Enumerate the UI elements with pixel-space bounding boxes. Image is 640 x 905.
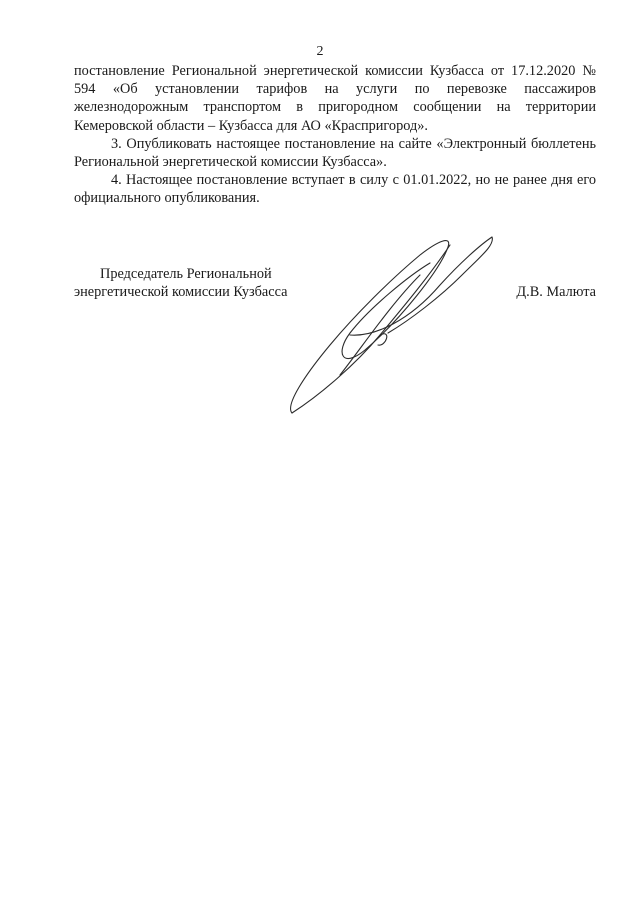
paragraph-effective-date: 4. Настоящее постановление вступает в силу с 01.01.2022, но не ранее дня его официального опубликования.	[74, 172, 596, 207]
handwritten-signature-icon	[280, 225, 500, 425]
paragraph-continuation: постановление Региональной энергетической комиссии Кузбасса от 17.12.2020 № 594 «Об установлении тарифов на услуги по перевозке пассажиров железнодорожным транспортом в пригородном сообщении на территории Кемеровской области – Кузбасса для АО «Краспригород».	[74, 63, 596, 134]
document-body	[74, 62, 596, 208]
page-number: 2	[316, 44, 324, 59]
signer-title-line-2: энергетической комиссии Кузбасса	[74, 284, 288, 301]
signer-title-line-1: Председатель Региональной	[100, 266, 272, 282]
signer-name: Д.В. Малюта	[516, 284, 596, 300]
paragraph-publish: 3. Опубликовать настоящее постановление на сайте «Электронный бюллетень Региональной энергетической комиссии Кузбасса».	[74, 135, 596, 171]
